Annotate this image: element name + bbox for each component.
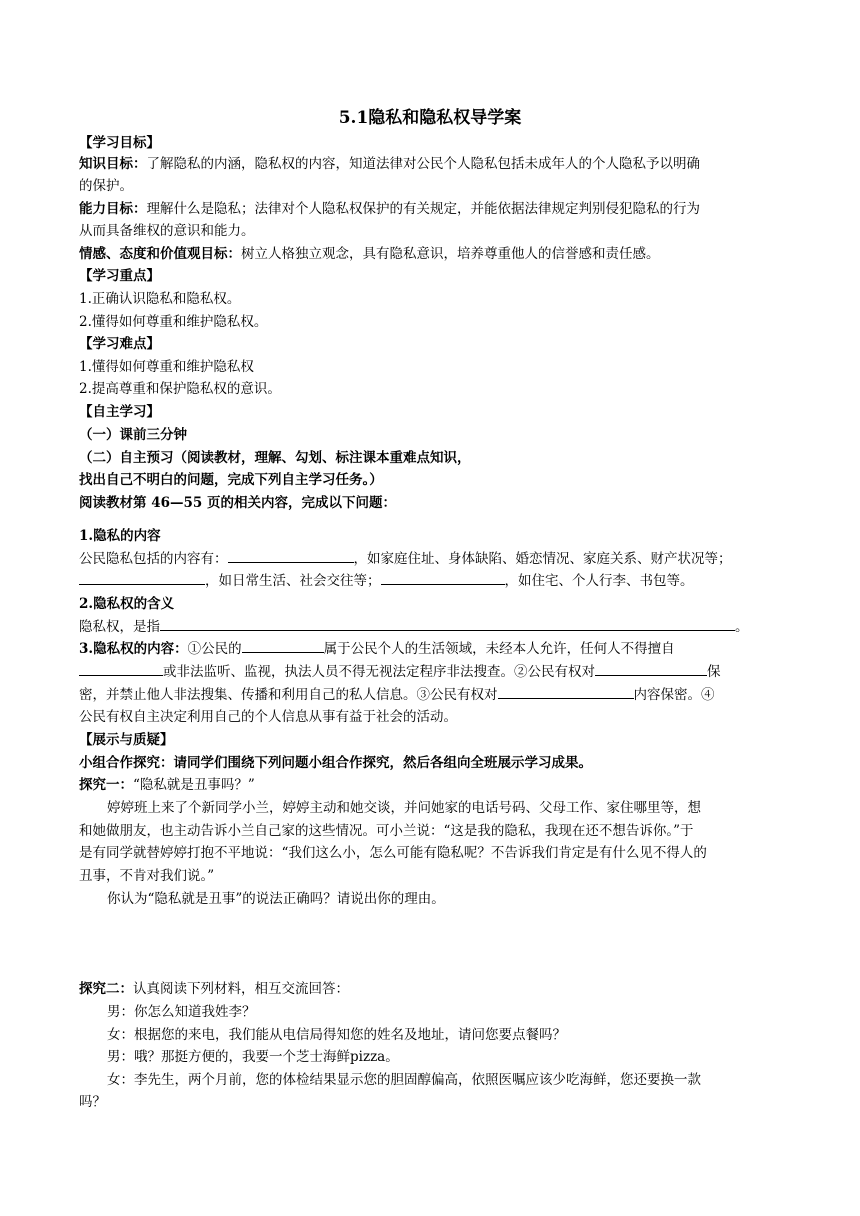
story-line: 和她做朋友，也主动告诉小兰自己家的这些情况。可小兰说：“这是我的隐私，我现在还不想告诉你。”于 <box>79 823 694 839</box>
key-points-heading: 【学习重点】 <box>79 268 160 284</box>
dialogue-line: 吗？ <box>79 1094 106 1110</box>
fill-blank[interactable] <box>242 638 324 653</box>
story-line: 婷婷班上来了个新同学小兰，婷婷主动和她交谈，并问她家的电话号码、父母工作、家住哪里等，想 <box>107 800 701 816</box>
dialogue-line: 男：你怎么知道我姓李？ <box>107 1004 256 1020</box>
q3-text: 属于公民个人的生活领域，未经本人允许，任何人不得擅自 <box>323 641 675 657</box>
q3-text: 密，并禁止他人非法搜集、传播和利用自己的私人信息。③公民有权对 <box>79 687 498 703</box>
q3-text: ①公民的 <box>187 641 242 657</box>
objectives-heading: 【学习目标】 <box>79 135 160 151</box>
q2-heading: 2.隐私权的含义 <box>79 596 175 612</box>
q1-text: ，如住宅、个人行李、书包等。 <box>504 573 694 589</box>
dialogue-line: 女：李先生，两个月前，您的体检结果显示您的胆固醇偏高，依照医嘱应该少吃海鲜，您还要换一款 <box>107 1072 701 1088</box>
q1-text: ，如日常生活、社会交往等； <box>205 573 381 589</box>
q3-text: 内容保密。④ <box>633 687 715 703</box>
knowledge-text: 了解隐私的内涵，隐私权的内容，知道法律对公民个人隐私包括未成年人的个人隐私予以明确 <box>146 156 700 172</box>
q1-line <box>79 570 694 592</box>
display-heading: 【展示与质疑】 <box>79 732 174 748</box>
reading-instruction: 阅读教材第 46—55 页的相关内容，完成以下问题： <box>79 495 396 511</box>
q3-line: 公民有权自主决定利用自己的个人信息从事有益于社会的活动。 <box>79 709 457 725</box>
self-study-part2-cont: 找出自己不明白的问题，完成下列自主学习任务。） <box>79 472 383 488</box>
q1-text: 公民隐私包括的内容有： <box>79 551 228 567</box>
dialogue-line: 男：哦？那挺方便的，我要一个芝士海鲜pizza。 <box>107 1049 399 1065</box>
fill-blank[interactable] <box>160 616 735 631</box>
q2-text: 隐私权，是指 <box>79 619 160 635</box>
ability-objective <box>79 198 700 220</box>
difficulty-item: 2.提高尊重和保护隐私权的意识。 <box>79 381 281 397</box>
story-line: 是有同学就替婷婷打抱不平地说：“我们这么小，怎么可能有隐私呢？不告诉我们肯定是有什么见不得人的 <box>79 845 707 861</box>
explore-two-label: 探究二： <box>79 981 133 997</box>
self-study-part1: （一）课前三分钟 <box>79 427 187 443</box>
explore-one-label: 探究一： <box>79 777 133 793</box>
ability-text: 理解什么是隐私；法律对个人隐私权保护的有关规定，并能依据法律规定判别侵犯隐私的行为 <box>146 201 700 217</box>
ability-text-cont: 从而具备维权的意识和能力。 <box>79 223 255 239</box>
q3-text: 或非法监听、监视，执法人员不得无视法定程序非法搜查。②公民有权对 <box>163 664 595 680</box>
knowledge-text-cont: 的保护。 <box>79 178 133 194</box>
knowledge-label: 知识目标： <box>79 156 147 172</box>
knowledge-objective <box>79 153 700 175</box>
explore-one-title: “隐私就是丑事吗？” <box>133 777 255 793</box>
q3-line <box>79 638 675 660</box>
fill-blank[interactable] <box>498 684 634 699</box>
fill-blank[interactable] <box>79 661 163 676</box>
story-line: 丑事，不肯对我们说。” <box>79 868 215 884</box>
explore-two-title: 认真阅读下列材料，相互交流回答： <box>133 981 349 997</box>
fill-blank[interactable] <box>228 548 354 563</box>
self-study-heading: 【自主学习】 <box>79 404 160 420</box>
explore-one <box>79 774 255 796</box>
ability-label: 能力目标： <box>79 201 147 217</box>
difficulties-heading: 【学习难点】 <box>79 336 160 352</box>
q2-text: 。 <box>735 619 749 635</box>
q3-line <box>79 684 715 706</box>
fill-blank[interactable] <box>79 570 205 585</box>
explore-two <box>79 978 349 1000</box>
q3-label: 3.隐私权的内容： <box>79 641 188 657</box>
emotion-objective <box>79 243 660 265</box>
q3-text: 保 <box>707 664 721 680</box>
fill-blank[interactable] <box>595 661 707 676</box>
key-point-item: 1.正确认识隐私和隐私权。 <box>79 291 241 307</box>
fill-blank[interactable] <box>381 570 505 585</box>
key-point-item: 2.懂得如何尊重和维护隐私权。 <box>79 314 268 330</box>
difficulty-item: 1.懂得如何尊重和维护隐私权 <box>79 359 254 375</box>
q1-line <box>79 548 732 570</box>
group-task: 小组合作探究：请同学们围绕下列问题小组合作探究，然后各组向全班展示学习成果。 <box>79 755 592 771</box>
emotion-text: 树立人格独立观念，具有隐私意识，培养尊重他人的信誉感和责任感。 <box>241 246 660 262</box>
q1-text: ，如家庭住址、身体缺陷、婚恋情况、家庭关系、财产状况等； <box>353 551 732 567</box>
q1-heading: 1.隐私的内容 <box>79 528 161 544</box>
document-title: 5.1隐私和隐私权导学案 <box>338 108 522 128</box>
emotion-label: 情感、态度和价值观目标： <box>79 246 241 262</box>
self-study-part2: （二）自主预习（阅读教材，理解、勾划、标注课本重难点知识， <box>79 450 471 466</box>
dialogue-line: 女：根据您的来电，我们能从电信局得知您的姓名及地址，请问您要点餐吗？ <box>107 1027 566 1043</box>
q2-line <box>79 616 749 638</box>
explore-one-question: 你认为“隐私就是丑事”的说法正确吗？请说出你的理由。 <box>107 891 445 907</box>
q3-line <box>79 661 721 683</box>
